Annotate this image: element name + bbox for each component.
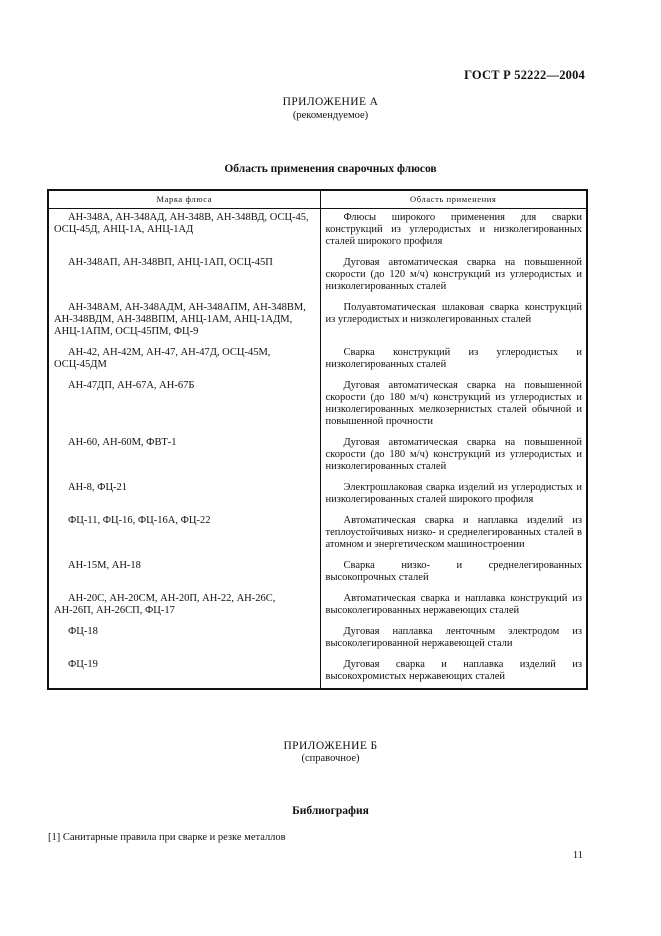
flux-brand-cell: АН-20С, АН-20СМ, АН-20П, АН-22, АН-26С, АН-26П, АН-26СП, ФЦ-17	[54, 593, 276, 616]
flux-brand-cell: ФЦ-19	[68, 659, 98, 670]
table-row	[48, 299, 587, 344]
appendix-a-subtitle: (рекомендуемое)	[292, 110, 369, 121]
application-area-cell: Электрошлаковая сварка изделий из углеродистых и низколегированных сталей широкого профиля	[320, 479, 587, 512]
table-title: Область применения сварочных флюсов	[224, 163, 437, 175]
flux-brand-cell: АН-42, АН-42М, АН-47, АН-47Д, ОСЦ-45М, ОСЦ-45ДМ	[54, 347, 271, 370]
table-row	[48, 512, 587, 557]
application-area-cell: Флюсы широкого применения для сварки конструкций из углеродистых и низколегированных сталей широкого профиля	[320, 209, 587, 255]
application-area-cell: Сварка низко- и среднелегированных высокопрочных сталей	[320, 557, 587, 590]
application-area-cell: Дуговая наплавка ленточным электродом из высоколегированной нержавеющей стали	[320, 623, 587, 656]
table-row	[48, 344, 587, 377]
column-header-area: Область применения	[320, 190, 587, 209]
bibliography-title: Библиография	[292, 805, 369, 817]
appendix-a-title: ПРИЛОЖЕНИЕ А	[282, 96, 379, 108]
table-row	[48, 479, 587, 512]
appendix-b-title: ПРИЛОЖЕНИЕ Б	[283, 740, 378, 752]
flux-brand-cell: ФЦ-11, ФЦ-16, ФЦ-16А, ФЦ-22	[68, 515, 211, 526]
application-area-cell: Дуговая сварка и наплавка изделий из высокохромистых нержавеющих сталей	[320, 656, 587, 689]
page-number: 11	[572, 850, 583, 861]
document-code: ГОСТ Р 52222—2004	[464, 68, 585, 82]
application-area-cell: Автоматическая сварка и наплавка изделий из теплоустойчивых низко- и среднелегированных сталей в атомном и энергетическом машиностроении	[320, 512, 587, 557]
table-row	[48, 377, 587, 434]
flux-brand-cell: АН-47ДП, АН-67А, АН-67Б	[68, 380, 195, 391]
application-area-cell: Автоматическая сварка и наплавка конструкций из высоколегированных нержавеющих сталей	[320, 590, 587, 623]
table-row	[48, 254, 587, 299]
table-row	[48, 590, 587, 623]
flux-brand-cell: ФЦ-18	[68, 626, 98, 637]
appendix-b-subtitle: (справочное)	[301, 753, 360, 764]
table-row	[48, 623, 587, 656]
bibliography-item: [1] Санитарные правила при сварке и резке металлов	[48, 832, 286, 843]
table-row	[48, 656, 587, 689]
table-row	[48, 434, 587, 479]
flux-brand-cell: АН-348АМ, АН-348АДМ, АН-348АПМ, АН-348ВМ, АН-348ВДМ, АН-348ВПМ, АНЦ-1АМ, АНЦ-1АДМ, АНЦ-1АПМ, ОСЦ-45ПМ, ФЦ-9	[54, 302, 306, 337]
flux-brand-cell: АН-348АП, АН-348ВП, АНЦ-1АП, ОСЦ-45П	[68, 257, 273, 268]
application-area-cell: Дуговая автоматическая сварка на повышенной скорости (до 180 м/ч) конструкций из углеродистых и низколегированных сталей	[320, 434, 587, 479]
flux-brand-cell: АН-60, АН-60М, ФВТ-1	[68, 437, 177, 448]
application-area-cell: Дуговая автоматическая сварка на повышенной скорости (до 180 м/ч) конструкций из углеродистых и низколегированных мелкозернистых сталей обычной и повышенной прочности	[320, 377, 587, 434]
table-row	[48, 209, 587, 255]
flux-brand-cell: АН-8, ФЦ-21	[68, 482, 128, 493]
flux-table	[47, 189, 588, 690]
application-area-cell: Дуговая автоматическая сварка на повышенной скорости (до 120 м/ч) конструкций из углеродистых и низколегированных сталей	[320, 254, 587, 299]
flux-brand-cell: АН-15М, АН-18	[68, 560, 141, 571]
application-area-cell: Полуавтоматическая шлаковая сварка конструкций из углеродистых и низколегированных сталей	[320, 299, 587, 344]
table-row	[48, 557, 587, 590]
table-header-row	[48, 190, 587, 209]
flux-brand-cell: АН-348А, АН-348АД, АН-348В, АН-348ВД, ОСЦ-45, ОСЦ-45Д, АНЦ-1А, АНЦ-1АД	[54, 212, 309, 235]
application-area-cell: Сварка конструкций из углеродистых и низколегированных сталей	[320, 344, 587, 377]
column-header-brand: Марка флюса	[48, 190, 320, 209]
